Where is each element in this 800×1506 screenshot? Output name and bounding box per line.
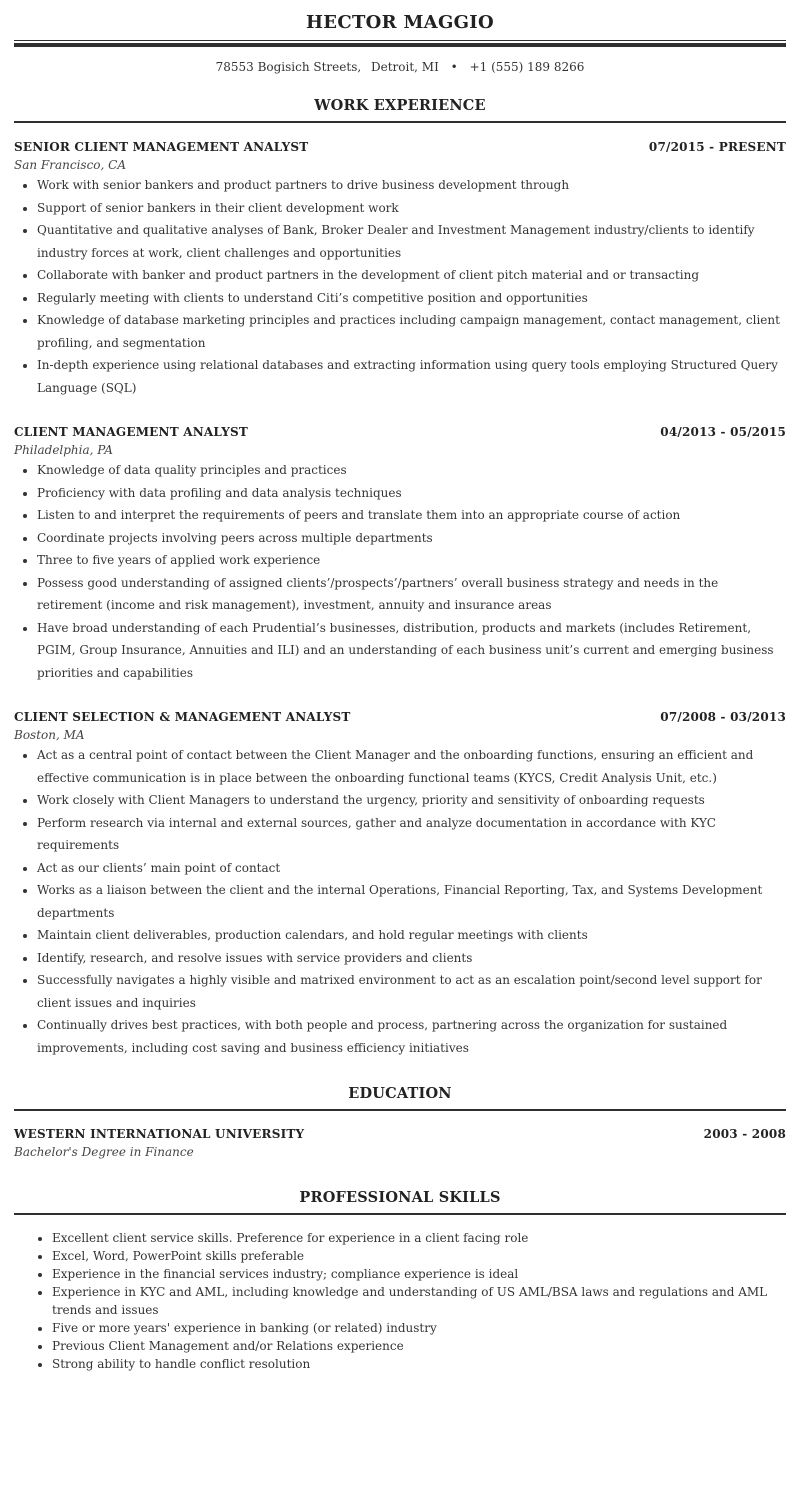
job-duty: • Act as a central point of contact between the Client Manager and the onboarding functions, ensuring an efficient and effective communication is in place between the onboarding functional teams (KYCS, Credit Analysis Unit, etc.): [37, 744, 786, 789]
job-duty: • In-depth experience using relational databases and extracting information using query tools employing Structured Query Language (SQL): [37, 354, 786, 399]
header-divider: [14, 40, 786, 47]
degree: Bachelor's Degree in Finance: [14, 1145, 194, 1159]
job-header: [14, 138, 786, 156]
skill-item: • Previous Client Management and/or Relations experience: [52, 1337, 786, 1355]
school-name: WESTERN INTERNATIONAL UNIVERSITY: [14, 1127, 305, 1141]
skill-item: • Strong ability to handle conflict resolution: [52, 1355, 786, 1373]
job-header: [14, 708, 786, 726]
section-divider: [14, 1109, 786, 1111]
job-entry: [14, 138, 786, 399]
job-duty: • Continually drives best practices, with both people and process, partnering across the organization for sustained improvements, including cost saving and business efficiency initiatives: [37, 1014, 786, 1059]
skill-item: • Excellent client service skills. Preference for experience in a client facing role: [52, 1229, 786, 1247]
section-divider: [14, 121, 786, 123]
job-location: Philadelphia, PA: [14, 443, 113, 457]
job-duties-list: [14, 744, 786, 1059]
job-title: CLIENT MANAGEMENT ANALYST: [14, 425, 249, 439]
job-duty: • Knowledge of data quality principles and practices: [37, 459, 786, 482]
job-header: [14, 423, 786, 441]
skill-item: • Five or more years' experience in banking (or related) industry: [52, 1319, 786, 1337]
job-duty: • Collaborate with banker and product partners in the development of client pitch material and or transacting: [37, 264, 786, 287]
job-duties-list: [14, 174, 786, 399]
job-title: SENIOR CLIENT MANAGEMENT ANALYST: [14, 140, 309, 154]
job-duty: • Successfully navigates a highly visible and matrixed environment to act as an escalation point/second level support for client issues and inquiries: [37, 969, 786, 1014]
section-title-work-experience: WORK EXPERIENCE: [314, 97, 486, 114]
contact-phone: +1 (555) 189 8266: [469, 60, 585, 74]
candidate-name: HECTOR MAGGIO: [306, 12, 494, 33]
job-dates: 04/2013 - 05/2015: [660, 425, 786, 439]
job-duty: • Quantitative and qualitative analyses of Bank, Broker Dealer and Investment Management industry/clients to identify industry forces at work, client challenges and opportunities: [37, 219, 786, 264]
job-duties-list: [14, 459, 786, 684]
education-header: [14, 1125, 786, 1143]
job-duty: • Three to five years of applied work experience: [37, 549, 786, 572]
job-duty: • Coordinate projects involving peers across multiple departments: [37, 527, 786, 550]
skill-item: • Experience in the financial services industry; compliance experience is ideal: [52, 1265, 786, 1283]
job-duty: • Works as a liaison between the client and the internal Operations, Financial Reporting, Tax, and Systems Development departments: [37, 879, 786, 924]
job-duty: • Work closely with Client Managers to understand the urgency, priority and sensitivity of onboarding requests: [37, 789, 786, 812]
contact-city: Detroit, MI: [371, 60, 439, 74]
job-duty: • Have broad understanding of each Prudential’s businesses, distribution, products and markets (includes Retirement, PGIM, Group Insurance, Annuities and ILI) and an understanding of each business unit’s current and emerging business priorities and capabilities: [37, 617, 786, 685]
contact-separator: •: [450, 60, 458, 74]
job-dates: 07/2015 - PRESENT: [648, 140, 786, 154]
job-duty: • Maintain client deliverables, production calendars, and hold regular meetings with clients: [37, 924, 786, 947]
job-duty: • Possess good understanding of assigned clients’/prospects’/partners’ overall business strategy and needs in the retirement (income and risk management), investment, annuity and insurance areas: [37, 572, 786, 617]
job-duty: • Regularly meeting with clients to understand Citi’s competitive position and opportunities: [37, 287, 786, 310]
job-duty: • Support of senior bankers in their client development work: [37, 197, 786, 220]
job-location: San Francisco, CA: [14, 158, 127, 172]
job-dates: 07/2008 - 03/2013: [660, 710, 786, 724]
education-entry: [14, 1125, 786, 1161]
skill-item: • Excel, Word, PowerPoint skills preferable: [52, 1247, 786, 1265]
section-title-professional-skills: PROFESSIONAL SKILLS: [299, 1189, 501, 1206]
job-duty: • Work with senior bankers and product partners to drive business development through: [37, 174, 786, 197]
job-duty: • Act as our clients’ main point of contact: [37, 857, 786, 880]
job-duty: • Perform research via internal and external sources, gather and analyze documentation in accordance with KYC requirements: [37, 812, 786, 857]
job-duty: • Knowledge of database marketing principles and practices including campaign management, contact management, client profiling, and segmentation: [37, 309, 786, 354]
section-divider: [14, 1213, 786, 1215]
skills-list: [14, 1229, 786, 1373]
job-duty: • Listen to and interpret the requirements of peers and translate them into an appropriate course of action: [37, 504, 786, 527]
job-duty: • Proficiency with data profiling and data analysis techniques: [37, 482, 786, 505]
contact-street: 78553 Bogisich Streets,: [215, 60, 362, 74]
contact-line: [14, 58, 786, 76]
skill-item: • Experience in KYC and AML, including knowledge and understanding of US AML/BSA laws and regulations and AML trends and issues: [52, 1283, 786, 1319]
job-duty: • Identify, research, and resolve issues with service providers and clients: [37, 947, 786, 970]
education-dates: 2003 - 2008: [703, 1127, 786, 1141]
job-location: Boston, MA: [14, 728, 85, 742]
job-entry: [14, 423, 786, 684]
section-title-education: EDUCATION: [348, 1085, 452, 1102]
job-title: CLIENT SELECTION & MANAGEMENT ANALYST: [14, 710, 351, 724]
job-entry: [14, 708, 786, 1059]
